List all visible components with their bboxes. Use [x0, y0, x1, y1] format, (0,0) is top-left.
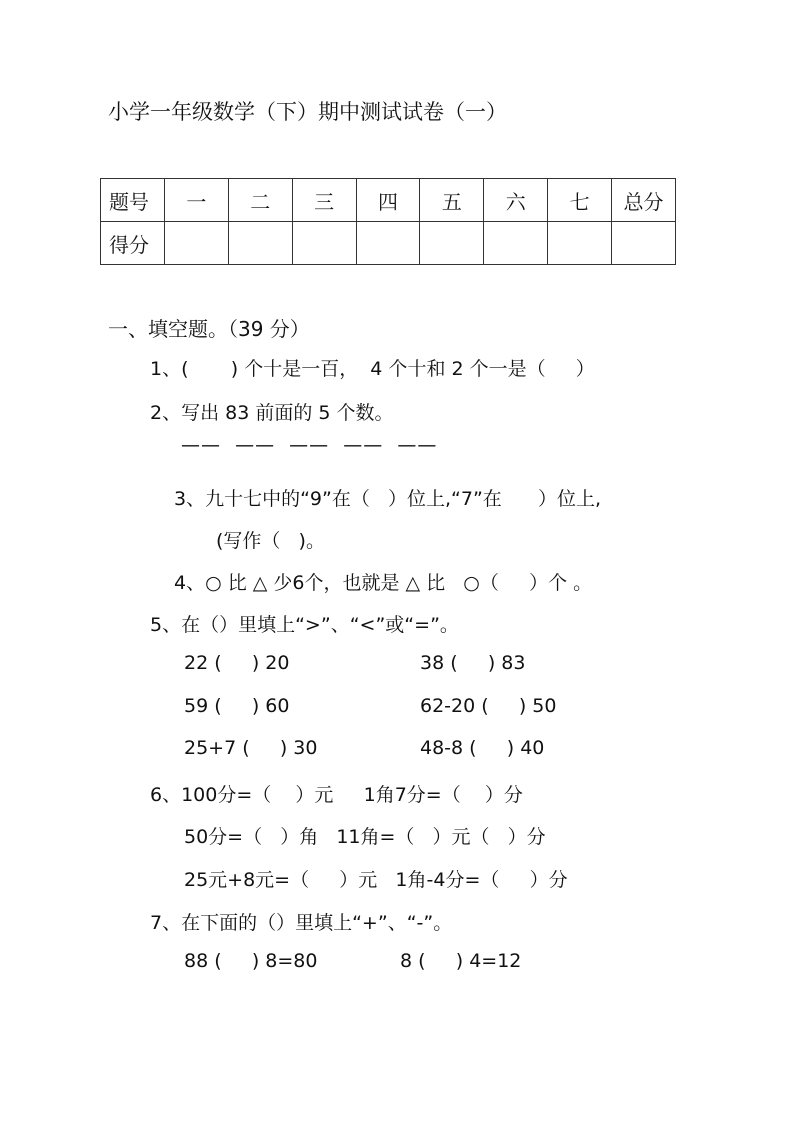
score-table-header-cell: 题号 [101, 179, 165, 222]
score-cell [228, 222, 292, 265]
question-2-blanks: —— —— —— —— —— [181, 434, 438, 456]
section-heading: 一、填空题。（39 分） [108, 317, 310, 341]
question-2: 2、写出 83 前面的 5 个数。 [150, 402, 394, 424]
question-5-item: 38 ( ) 83 [420, 652, 526, 674]
question-5-item: 48-8 ( ) 40 [420, 737, 545, 759]
question-4: 4、○ 比 △ 少6个，也就是 △ 比 ○（ ）个 。 [174, 572, 593, 594]
question-1: 1、( ) 个十是一百， 4 个十和 2 个一是（ ） [150, 358, 595, 380]
score-table-header-cell: 一 [164, 179, 228, 222]
score-table [100, 178, 676, 265]
score-row-label: 得分 [101, 222, 165, 265]
score-table-score-row [101, 222, 676, 265]
score-cell [548, 222, 612, 265]
question-6-line-3: 25元+8元=（ ）元 1角-4分=（ ）分 [184, 869, 568, 891]
question-6: 6、100分=（ ）元 1角7分=（ ）分 [150, 784, 523, 806]
question-7-item: 8 ( ) 4=12 [400, 950, 522, 972]
question-3-continued: (写作（ )。 [216, 530, 325, 552]
score-cell [292, 222, 356, 265]
score-cell [484, 222, 548, 265]
score-table-header-cell: 四 [356, 179, 420, 222]
question-3: 3、九十七中的“9”在（ ）位上,“7”在 ）位上, [174, 488, 602, 510]
score-table-header-cell: 五 [420, 179, 484, 222]
question-5: 5、在（）里填上“>”、“<”或“=”。 [150, 614, 459, 636]
score-table-header-cell: 总分 [612, 179, 676, 222]
score-table-header-cell: 七 [548, 179, 612, 222]
score-cell [420, 222, 484, 265]
question-5-item: 22 ( ) 20 [184, 652, 290, 674]
score-table-header-row [101, 179, 676, 222]
score-cell [164, 222, 228, 265]
question-5-item: 62-20 ( ) 50 [420, 695, 557, 717]
score-table-header-cell: 六 [484, 179, 548, 222]
score-table-header-cell: 三 [292, 179, 356, 222]
page-title: 小学一年级数学（下）期中测试试卷（一） [108, 100, 507, 124]
question-6-line-2: 50分=（ ）角 11角=（ ）元（ ）分 [184, 826, 546, 848]
question-5-item: 25+7 ( ) 30 [184, 737, 318, 759]
question-5-item: 59 ( ) 60 [184, 695, 290, 717]
score-table-header-cell: 二 [228, 179, 292, 222]
question-7-item: 88 ( ) 8=80 [184, 950, 318, 972]
score-cell [356, 222, 420, 265]
score-cell [612, 222, 676, 265]
question-7: 7、在下面的（）里填上“+”、“-”。 [150, 912, 453, 934]
